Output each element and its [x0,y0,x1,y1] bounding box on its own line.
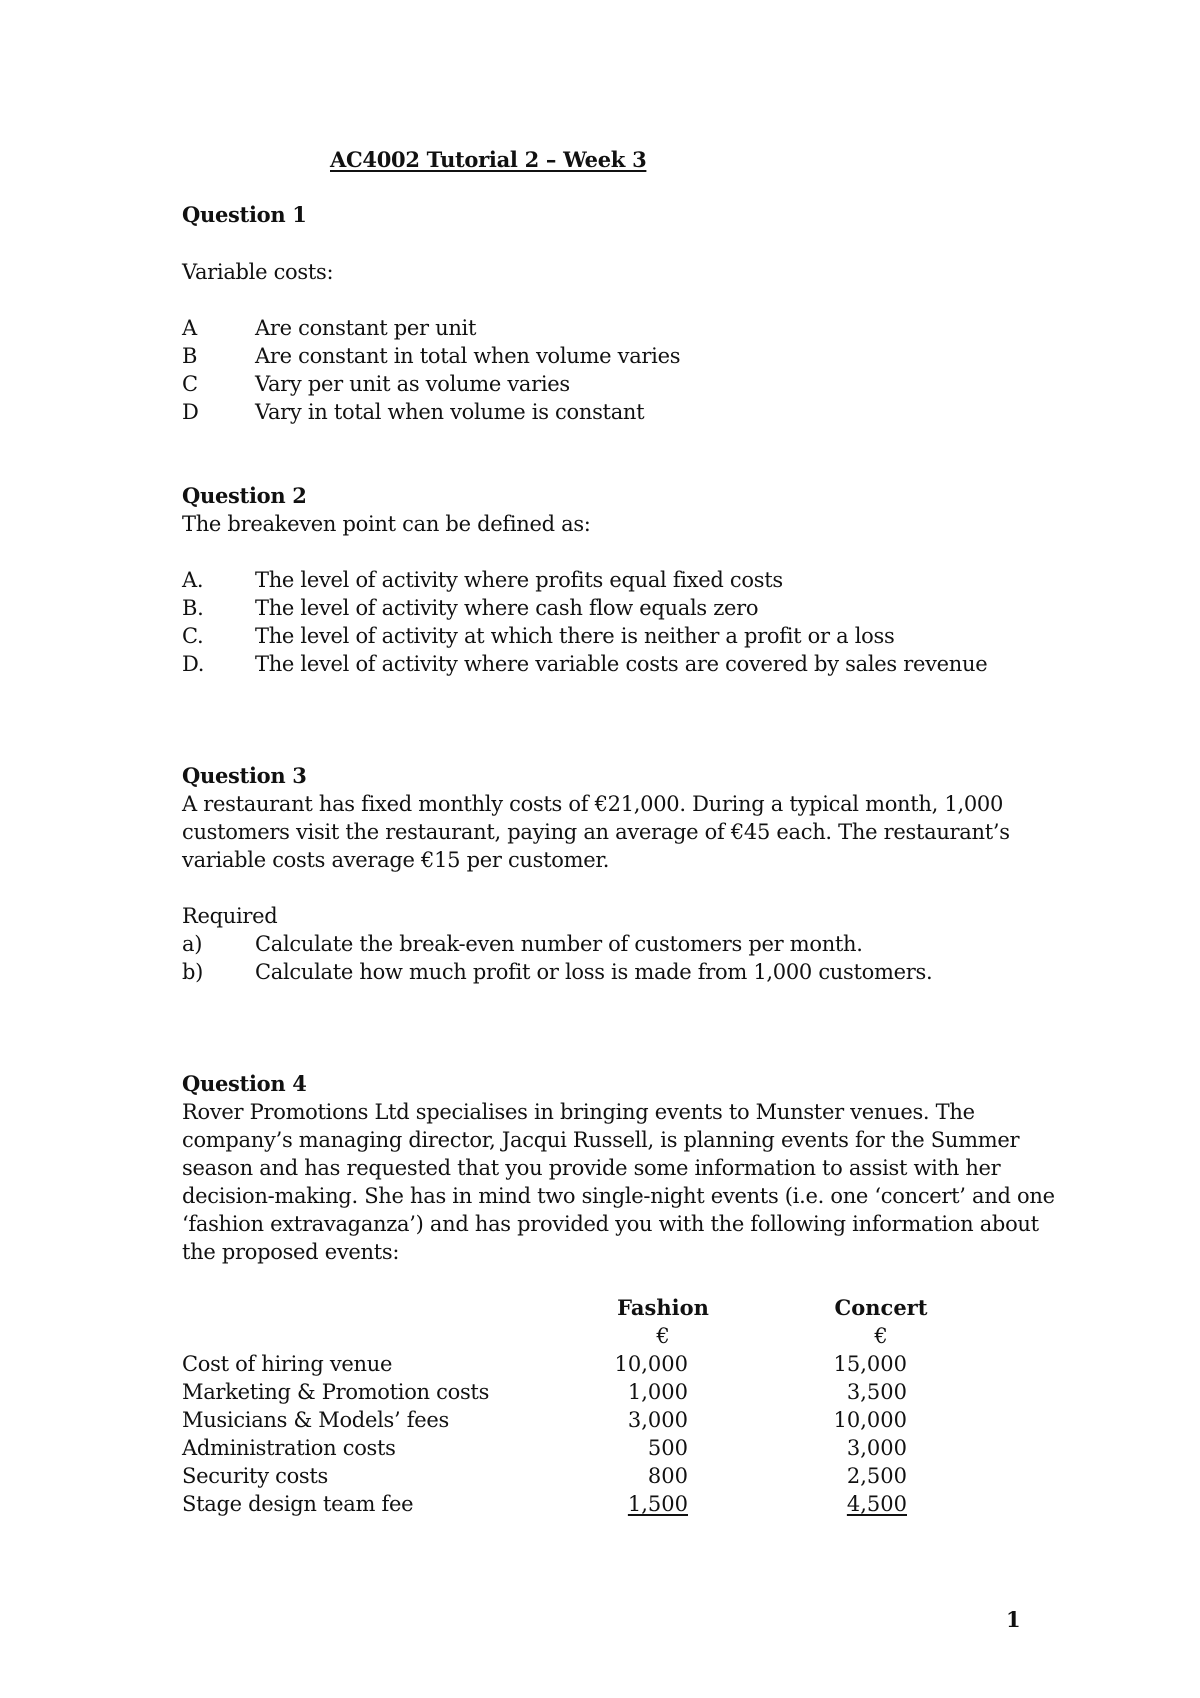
q1-option-text: Vary in total when volume is constant [255,400,645,424]
q1-option-letter: A [182,316,197,340]
q3-part-text: Calculate the break-even number of customers per month. [255,932,863,956]
question-4-text-line: the proposed events: [182,1240,400,1264]
q2-option-text: The level of activity where variable costs are covered by sales revenue [255,652,988,676]
table-cell-fashion: 10,000 [614,1352,688,1376]
question-4-text-line: company’s managing director, Jacqui Russell, is planning events for the Summer [182,1128,1020,1152]
table-cell-concert-value: 4,500 [846,1492,907,1516]
question-4-text-line: ‘fashion extravaganza’) and has provided you with the following information about [182,1212,1039,1236]
table-row-label: Security costs [182,1464,329,1488]
table-cell-concert: 3,000 [846,1436,907,1460]
question-4-text-line: decision-making. She has in mind two single-night events (i.e. one ‘concert’ and one [182,1184,1055,1208]
table-cell-fashion: 800 [647,1464,688,1488]
q1-option-text: Vary per unit as volume varies [255,372,570,396]
question-2-heading: Question 2 [182,483,307,508]
q2-option-letter: B. [182,596,204,620]
table-cell-concert-total-underlined [787,1490,907,1518]
q2-option-text: The level of activity at which there is neither a profit or a loss [255,624,895,648]
page-number: 1 [1006,1607,1021,1632]
q2-option-text: The level of activity where cash flow equals zero [255,596,759,620]
q3-part-letter: a) [182,932,203,956]
document-title: AC4002 Tutorial 2 – Week 3 [330,147,647,172]
q2-option-letter: C. [182,624,204,648]
table-header-concert: Concert [834,1295,928,1320]
q1-option-text: Are constant per unit [255,316,477,340]
q1-option-letter: D [182,400,199,424]
question-1-heading: Question 1 [182,202,307,227]
table-cell-concert: 15,000 [833,1352,907,1376]
question-2-stem: The breakeven point can be defined as: [182,512,591,536]
question-3-text-line: A restaurant has fixed monthly costs of €21,000. During a typical month, 1,000 [182,792,1003,816]
table-cell-fashion: 1,000 [627,1380,688,1404]
table-row-label: Marketing & Promotion costs [182,1380,490,1404]
q3-part-text: Calculate how much profit or loss is made from 1,000 customers. [255,960,933,984]
table-row-label: Cost of hiring venue [182,1352,393,1376]
table-cell-concert: 2,500 [846,1464,907,1488]
question-4-text-line: Rover Promotions Ltd specialises in bringing events to Munster venues. The [182,1100,975,1124]
table-cell-fashion: 3,000 [627,1408,688,1432]
q2-option-text: The level of activity where profits equal fixed costs [255,568,783,592]
table-row-label: Administration costs [182,1436,396,1460]
table-cell-concert: 10,000 [833,1408,907,1432]
question-3-required-label: Required [182,904,278,928]
table-cell-fashion: 500 [647,1436,688,1460]
q3-part-letter: b) [182,960,204,984]
question-4-heading: Question 4 [182,1071,307,1096]
table-currency-concert: € [874,1324,888,1348]
table-header-fashion: Fashion [617,1295,709,1320]
q1-option-letter: C [182,372,198,396]
question-3-text-line: variable costs average €15 per customer. [182,848,610,872]
table-row-label: Musicians & Models’ fees [182,1408,449,1432]
table-cell-fashion-total-underlined [568,1490,688,1518]
table-cell-fashion-value: 1,500 [627,1492,688,1516]
q2-option-letter: A. [182,568,204,592]
table-currency-fashion: € [656,1324,670,1348]
q2-option-letter: D. [182,652,205,676]
q1-option-letter: B [182,344,198,368]
question-4-text-line: season and has requested that you provide some information to assist with her [182,1156,1001,1180]
question-1-stem: Variable costs: [182,260,334,284]
question-3-text-line: customers visit the restaurant, paying an average of €45 each. The restaurant’s [182,820,1010,844]
q1-option-text: Are constant in total when volume varies [255,344,681,368]
table-cell-concert: 3,500 [846,1380,907,1404]
question-3-heading: Question 3 [182,763,307,788]
table-row-label: Stage design team fee [182,1492,414,1516]
